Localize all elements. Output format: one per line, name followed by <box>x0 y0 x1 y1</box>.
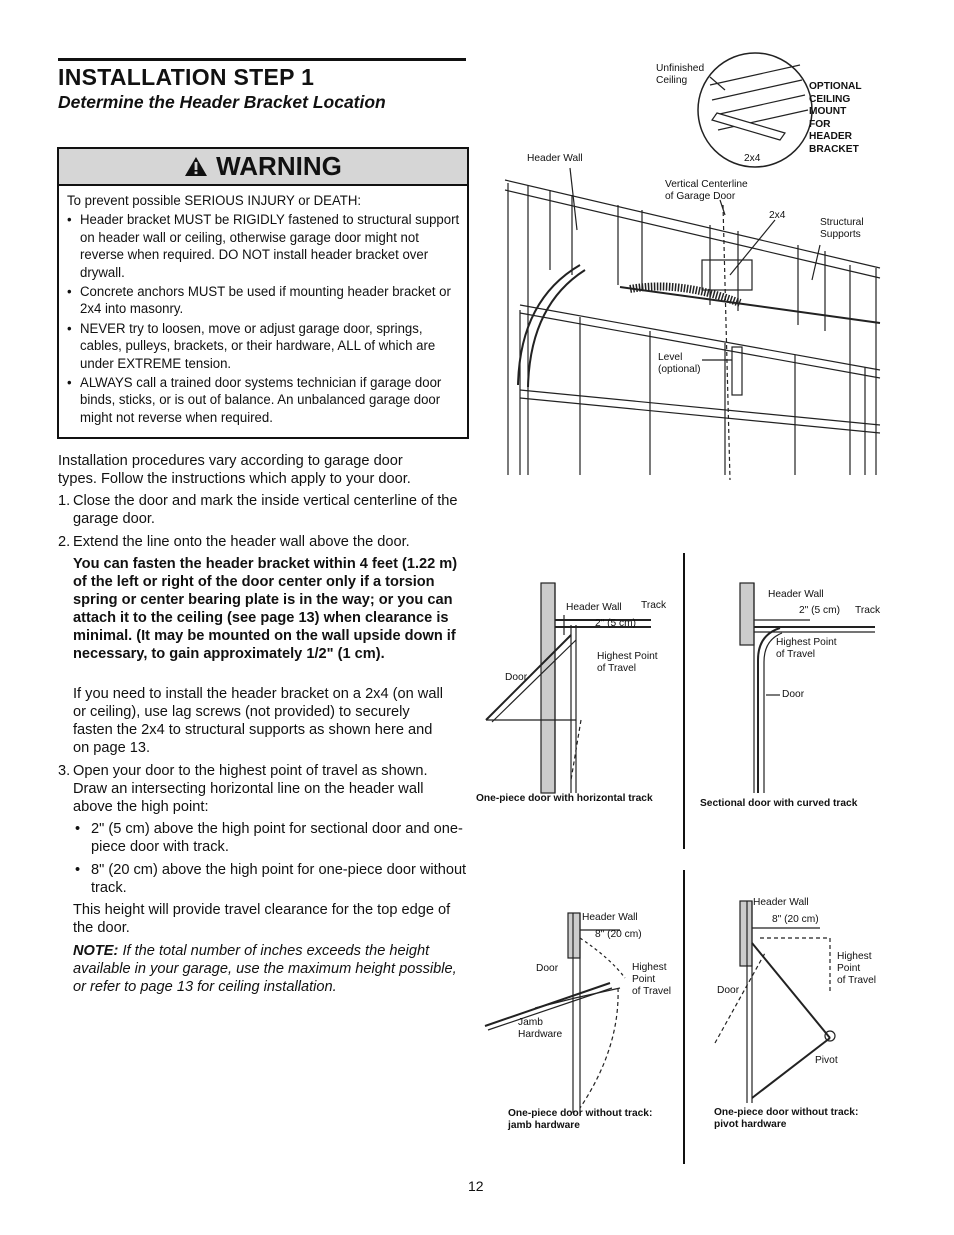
label-a-header-wall: Header Wall <box>566 602 622 613</box>
warning-box <box>57 147 469 439</box>
diagram-divider-upper <box>683 553 685 849</box>
label-vertical-centerline: Vertical Centerline of Garage Door <box>665 179 748 202</box>
caption-b: Sectional door with curved track <box>700 798 858 809</box>
garage-interior-illustration <box>480 55 900 480</box>
step-3-number: 3. <box>58 763 71 779</box>
step-1 <box>58 492 468 528</box>
label-b-header-wall: Header Wall <box>768 589 824 600</box>
step-1-number: 1. <box>58 493 71 509</box>
label-d-highest-point: Highest Point of Travel <box>837 951 877 986</box>
label-2x4-wall: 2x4 <box>769 210 786 221</box>
label-b-measure: 2" (5 cm) <box>799 605 840 616</box>
label-b-door: Door <box>782 689 805 700</box>
warning-body <box>67 193 463 429</box>
step-3-bullet-1: 2" (5 cm) above the high point for sectional door and one-piece door with track. <box>91 821 463 855</box>
label-a-measure: 2" (5 cm) <box>595 618 636 629</box>
step-3 <box>58 762 468 816</box>
warning-heading: WARNING <box>216 151 342 181</box>
label-c-jamb-hardware: Jamb Hardware <box>518 1017 563 1040</box>
label-d-measure: 8" (20 cm) <box>772 914 819 925</box>
step-1-text: Close the door and mark the inside vertical centerline of the garage door. <box>73 493 458 527</box>
step-2-number: 2. <box>58 534 71 550</box>
step-2-bold-note: You can fasten the header bracket within 4 feet (1.22 m) of the left or right of the door center only if a torsion spring or center bearing plate is in the way; or you can attach it to the ceiling (see page 13) when clearance is minimal. (It may be mounted on the wall upside down if necessary, to gain approximately 1/2" (1 cm). <box>73 556 458 662</box>
step-2-more: If you need to install the header bracket on a 2x4 (on wall or ceiling), use lag screws (not provided) to securely fasten the 2x4 to structural supports as shown here and on page 13. <box>73 686 443 756</box>
step-2-text: Extend the line onto the header wall above the door. <box>73 534 410 550</box>
caption-a: One-piece door with horizontal track <box>476 793 653 804</box>
diagram-divider-lower <box>683 870 685 1164</box>
label-c-header-wall: Header Wall <box>582 912 638 923</box>
label-b-track: Track <box>855 605 881 616</box>
diagram-d-drawing <box>710 893 900 1138</box>
diagram-one-piece-pivot-hardware <box>710 893 900 1138</box>
label-header-wall: Header Wall <box>527 153 583 164</box>
warning-list <box>67 212 463 427</box>
page-number: 12 <box>468 1178 484 1194</box>
label-a-door: Door <box>505 672 528 683</box>
warning-item: • Concrete anchors MUST be used if mounting header bracket or 2x4 into masonry. <box>67 284 463 319</box>
warning-item: • NEVER try to loosen, move or adjust garage door, springs, cables, pulleys, brackets, or their hardware, ALL of which are under EXTREME tension. <box>67 321 463 373</box>
diagram-c-drawing <box>480 908 680 1138</box>
label-level: Level (optional) <box>658 352 701 375</box>
label-d-door: Door <box>717 985 740 996</box>
step-3-bullet: • 2" (5 cm) above the high point for sectional door and one-piece door with track. <box>75 820 467 856</box>
step-3-bullet: • 8" (20 cm) above the high point for one-piece door without track. <box>75 862 467 896</box>
step-2 <box>58 533 468 551</box>
page-title: INSTALLATION STEP 1 <box>58 64 315 90</box>
label-unfinished-ceiling: Unfinished Ceiling <box>656 63 705 86</box>
warning-header <box>59 149 467 186</box>
title-rule <box>58 58 466 61</box>
label-a-highest-point: Highest Point of Travel <box>597 651 658 674</box>
label-d-pivot: Pivot <box>815 1055 838 1066</box>
clearance-text: This height will provide travel clearance for the top edge of the door. <box>73 902 451 936</box>
diagram-one-piece-jamb-hardware <box>480 908 680 1138</box>
warning-item: • Header bracket MUST be RIGIDLY fastened to structural support on header wall or ceiling, otherwise garage door might not reverse when required. DO NOT install header bracket over drywall. <box>67 212 463 282</box>
intro-paragraph: Installation procedures vary according to garage door types. Follow the instructions which apply to your door. <box>58 453 411 487</box>
label-d-header-wall: Header Wall <box>753 897 809 908</box>
diagram-a-drawing <box>476 580 681 810</box>
label-optional-ceiling-mount: OPTIONAL CEILING MOUNT FOR HEADER BRACKET <box>809 81 862 155</box>
label-c-door: Door <box>536 963 559 974</box>
page-subtitle: Determine the Header Bracket Location <box>58 92 386 112</box>
caption-d: One-piece door without track: pivot hardware <box>714 1107 859 1130</box>
label-a-track: Track <box>641 600 667 611</box>
label-c-measure: 8" (20 cm) <box>595 929 642 940</box>
diagram-sectional-curved-track <box>700 580 890 815</box>
label-2x4-ceiling: 2x4 <box>744 153 761 164</box>
label-structural-supports: Structural Supports <box>820 217 864 240</box>
step-3-bullet-2: 8" (20 cm) above the high point for one-piece door without track. <box>91 862 467 896</box>
note-label: NOTE: <box>73 943 119 959</box>
caption-c: One-piece door without track: jamb hardware <box>508 1108 653 1131</box>
step-3-text: Open your door to the highest point of travel as shown. Draw an intersecting horizontal line on the header wall above the high point: <box>73 763 428 815</box>
note <box>73 942 465 996</box>
warning-intro: To prevent possible SERIOUS INJURY or DEATH: <box>67 193 362 209</box>
warning-triangle-icon <box>184 151 208 186</box>
label-c-highest-point: Highest Point of Travel <box>632 962 672 997</box>
note-text: If the total number of inches exceeds the height available in your garage, use the maximum height possible, or refer to page 13 for ceiling installation. <box>73 943 457 995</box>
warning-item: • ALWAYS call a trained door systems technician if garage door binds, sticks, or is out of balance. An unbalanced garage door might not reverse when required. <box>67 375 463 427</box>
diagram-one-piece-horizontal-track <box>476 580 681 810</box>
label-b-highest-point: Highest Point of Travel <box>776 637 837 660</box>
